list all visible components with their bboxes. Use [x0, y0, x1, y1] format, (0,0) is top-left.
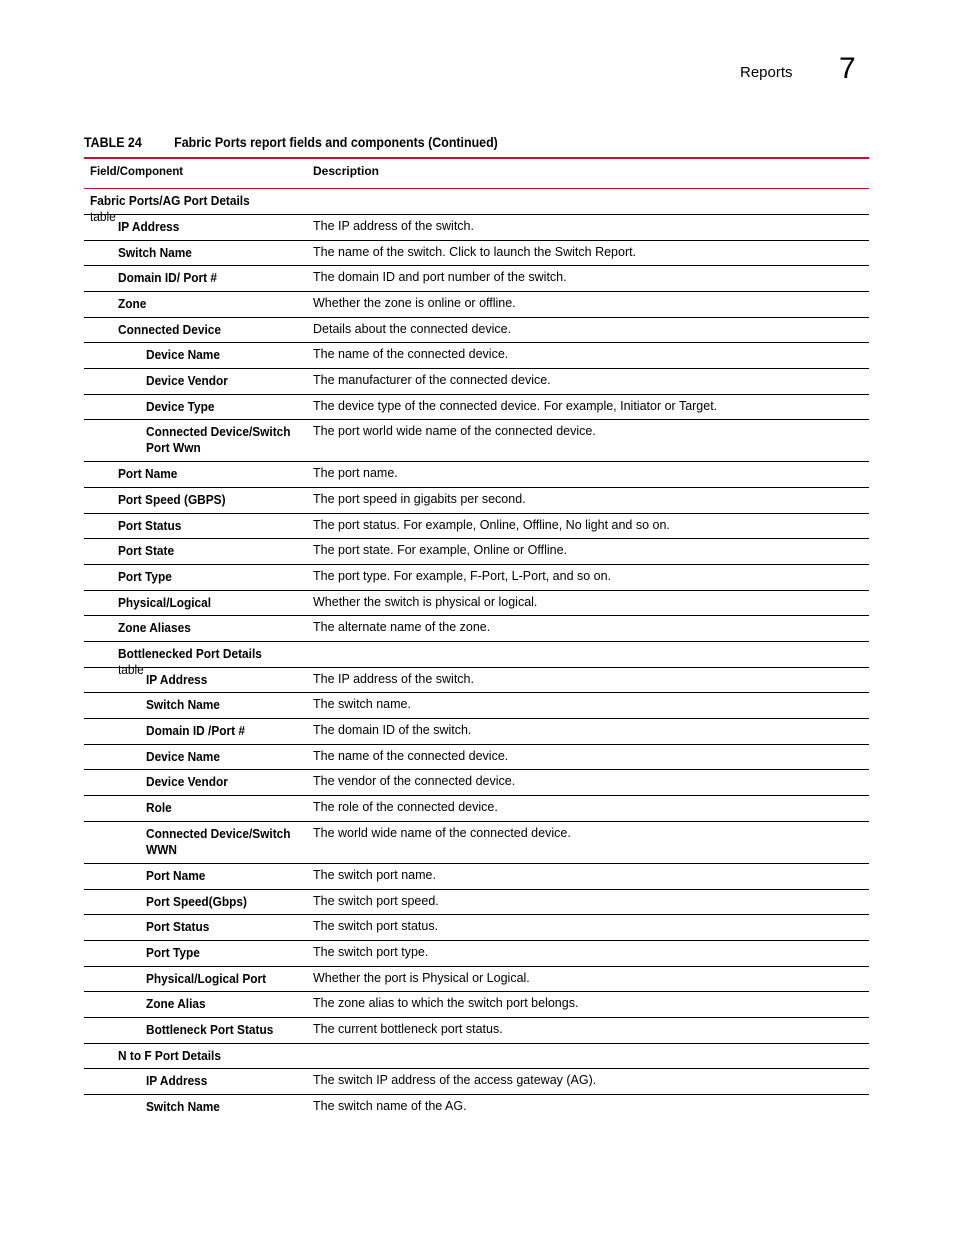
row-field	[146, 373, 317, 389]
field-name: Port Status	[118, 519, 182, 533]
row-field	[146, 347, 317, 363]
row-field	[146, 672, 317, 688]
row-field	[118, 245, 289, 261]
field-name: IP Address	[146, 673, 208, 687]
table-row	[84, 565, 869, 591]
table-row	[84, 693, 869, 719]
table-row	[84, 488, 869, 514]
row-description: The manufacturer of the connected device.	[313, 373, 551, 387]
field-name: Port Name	[118, 467, 178, 481]
table-row	[84, 1069, 869, 1095]
table-row	[84, 642, 869, 677]
table-body	[84, 189, 869, 1121]
column-header-description: Description	[313, 164, 380, 178]
field-name: Connected Device	[118, 323, 221, 337]
table-row	[84, 395, 869, 420]
row-description: The switch port status.	[313, 919, 439, 933]
table-row	[84, 796, 869, 822]
row-description: The port state. For example, Online or Offline.	[313, 543, 568, 557]
field-name: N to F Port Details	[118, 1049, 221, 1063]
row-field	[118, 466, 289, 482]
row-field	[118, 219, 289, 235]
row-field	[146, 826, 317, 858]
row-description: The name of the connected device.	[313, 347, 509, 361]
table-row	[84, 539, 869, 565]
row-description: Whether the switch is physical or logical.	[313, 595, 538, 609]
table-number: TABLE 24	[84, 135, 142, 150]
row-field	[146, 945, 317, 961]
row-field	[146, 424, 317, 456]
table-row	[84, 915, 869, 941]
table-row	[84, 668, 869, 693]
field-name: Role	[146, 801, 172, 815]
row-field	[146, 774, 317, 790]
row-field	[118, 296, 289, 312]
field-name: Switch Name	[146, 698, 220, 712]
table-row	[84, 941, 869, 967]
table-row	[84, 992, 869, 1018]
field-name: Connected Device/Switch Port Wwn	[146, 425, 291, 455]
column-header-field: Field/Component	[90, 164, 184, 178]
row-field	[146, 919, 317, 935]
table-row	[84, 616, 869, 642]
row-field	[146, 697, 317, 713]
table-row	[84, 591, 869, 616]
row-description: The current bottleneck port status.	[313, 1022, 503, 1036]
row-description: The vendor of the connected device.	[313, 774, 516, 788]
table-row	[84, 215, 869, 241]
row-description: The switch name.	[313, 697, 411, 711]
table-row	[84, 189, 869, 224]
table-row	[84, 514, 869, 539]
field-name: Bottleneck Port Status	[146, 1023, 274, 1037]
chapter-number: 7	[839, 52, 856, 85]
row-description: The switch port name.	[313, 868, 436, 882]
row-description: The port type. For example, F-Port, L-Port, and so on.	[313, 569, 612, 583]
section-title: Reports	[740, 64, 793, 81]
row-description: The switch port type.	[313, 945, 429, 959]
field-name: Device Vendor	[146, 775, 228, 789]
field-name: Device Vendor	[146, 374, 228, 388]
field-suffix: table	[118, 663, 144, 677]
field-name: IP Address	[118, 220, 180, 234]
row-field	[146, 1022, 317, 1038]
field-suffix: table	[90, 210, 116, 224]
row-description: The IP address of the switch.	[313, 219, 474, 233]
field-name: Zone	[118, 297, 147, 311]
row-field	[146, 1099, 317, 1115]
field-name: Device Name	[146, 348, 220, 362]
row-description: The name of the switch. Click to launch the Switch Report.	[313, 245, 637, 259]
row-description: Details about the connected device.	[313, 322, 512, 336]
row-description: The domain ID of the switch.	[313, 723, 472, 737]
row-description: The IP address of the switch.	[313, 672, 474, 686]
row-description: Whether the port is Physical or Logical.	[313, 971, 530, 985]
row-field	[146, 1073, 317, 1089]
table-row	[84, 343, 869, 369]
row-description: The zone alias to which the switch port belongs.	[313, 996, 579, 1010]
row-description: The device type of the connected device. For example, Initiator or Target.	[313, 399, 718, 413]
field-name: Bottlenecked Port Details	[118, 647, 262, 661]
field-name: Switch Name	[146, 1100, 220, 1114]
row-field	[146, 800, 317, 816]
row-field	[146, 971, 317, 987]
row-description: The port speed in gigabits per second.	[313, 492, 526, 506]
field-name: Physical/Logical	[118, 596, 212, 610]
row-description: The switch name of the AG.	[313, 1099, 467, 1113]
table-row	[84, 745, 869, 770]
field-name: Zone Aliases	[118, 621, 191, 635]
row-description: The world wide name of the connected device.	[313, 826, 571, 840]
row-field	[146, 894, 317, 910]
field-name: IP Address	[146, 1074, 208, 1088]
field-name: Port Type	[146, 946, 200, 960]
table-title: Fabric Ports report fields and components (Continued)	[174, 135, 498, 150]
field-name: Connected Device/Switch WWN	[146, 827, 291, 857]
field-name: Fabric Ports/AG Port Details	[90, 194, 250, 208]
table-row	[84, 292, 869, 318]
row-field	[146, 723, 317, 739]
field-name: Device Type	[146, 400, 215, 414]
table-row	[84, 967, 869, 992]
field-name: Switch Name	[118, 246, 192, 260]
row-field	[146, 749, 317, 765]
table-row	[84, 241, 869, 266]
field-name: Domain ID/ Port #	[118, 271, 217, 285]
table-caption	[84, 135, 806, 150]
row-description: The name of the connected device.	[313, 749, 509, 763]
table-row	[84, 420, 869, 462]
field-name: Port Type	[118, 570, 172, 584]
row-field	[118, 270, 289, 286]
row-field	[118, 620, 289, 636]
row-description: The switch port speed.	[313, 894, 439, 908]
row-description: The port world wide name of the connected device.	[313, 424, 596, 438]
row-field	[146, 996, 317, 1012]
row-field	[118, 492, 289, 508]
row-field	[118, 322, 289, 338]
table-header-row	[84, 159, 869, 189]
row-field	[118, 1048, 289, 1064]
row-field	[118, 569, 289, 585]
table-row	[84, 369, 869, 395]
row-field	[146, 399, 317, 415]
field-name: Domain ID /Port #	[146, 724, 245, 738]
field-name: Port Status	[146, 920, 210, 934]
field-name: Port Name	[146, 869, 206, 883]
table-row	[84, 266, 869, 292]
row-description: Whether the zone is online or offline.	[313, 296, 516, 310]
table-row	[84, 1095, 869, 1121]
row-description: The role of the connected device.	[313, 800, 498, 814]
row-field	[118, 543, 289, 559]
table-row	[84, 719, 869, 745]
field-name: Zone Alias	[146, 997, 206, 1011]
field-name: Physical/Logical Port	[146, 972, 267, 986]
fields-table	[84, 157, 869, 1121]
field-name: Port State	[118, 544, 175, 558]
row-description: The port status. For example, Online, Offline, No light and so on.	[313, 518, 670, 532]
table-row	[84, 318, 869, 343]
table-row	[84, 770, 869, 796]
field-name: Device Name	[146, 750, 220, 764]
table-row	[84, 822, 869, 864]
table-row	[84, 1044, 869, 1069]
table-row	[84, 890, 869, 915]
row-field	[146, 868, 317, 884]
field-name: Port Speed (GBPS)	[118, 493, 226, 507]
row-description: The alternate name of the zone.	[313, 620, 491, 634]
table-row	[84, 864, 869, 890]
field-name: Port Speed(Gbps)	[146, 895, 247, 909]
table-row	[84, 462, 869, 488]
row-field	[118, 518, 289, 534]
row-description: The switch IP address of the access gateway (AG).	[313, 1073, 597, 1087]
row-description: The domain ID and port number of the switch.	[313, 270, 567, 284]
row-field	[118, 595, 289, 611]
table-row	[84, 1018, 869, 1044]
row-description: The port name.	[313, 466, 398, 480]
